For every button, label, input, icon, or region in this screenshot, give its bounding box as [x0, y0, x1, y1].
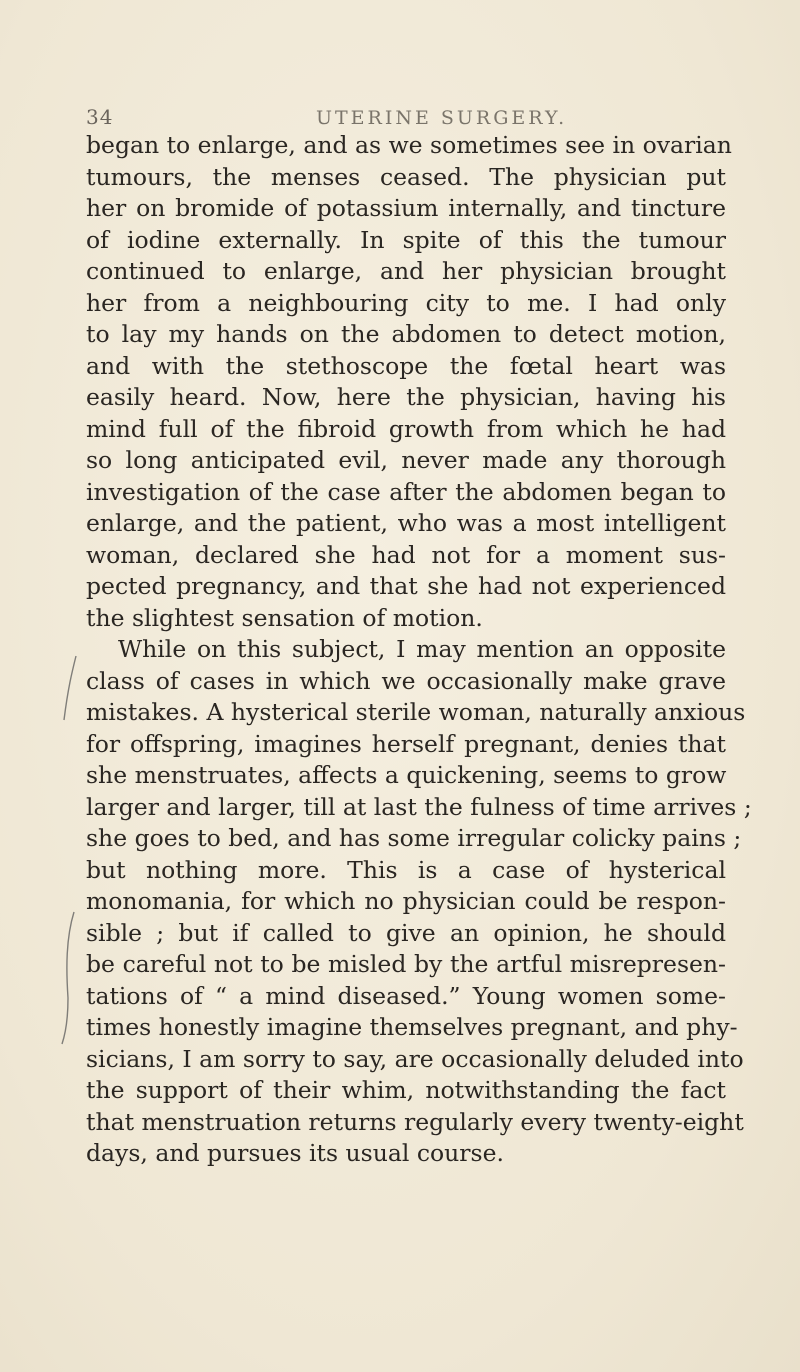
- text-line: began to enlarge, and as we sometimes see in ovarian: [86, 131, 732, 159]
- text-line: mind full of the fibroid growth from which he had: [86, 414, 726, 443]
- pencil-margin-mark-icon: [58, 652, 82, 724]
- text-line: mistakes. A hysterical sterile woman, naturally anxious: [86, 698, 746, 726]
- text-line: woman, declared she had not for a moment sus-: [86, 540, 726, 569]
- text-line: she menstruates, affects a quickening, seems to grow: [86, 761, 727, 789]
- text-line: class of cases in which we occasionally make grave: [86, 666, 726, 695]
- text-line: larger and larger, till at last the fulness of time arrives ;: [86, 792, 752, 821]
- pencil-margin-bracket-icon: [58, 908, 82, 1048]
- text-line: the slightest sensation of motion.: [86, 603, 483, 632]
- text-line: but nothing more. This is a case of hysterical: [86, 855, 726, 884]
- text-line: tumours, the menses ceased. The physician put: [86, 162, 726, 191]
- paragraph-first-line: While on this subject, I may mention an opposite: [118, 635, 726, 663]
- text-line: and with the stethoscope the fœtal heart was: [86, 351, 726, 380]
- text-line: times honestly imagine themselves pregnant, and phy-: [86, 1013, 738, 1041]
- text-line: days, and pursues its usual course.: [86, 1139, 504, 1167]
- text-line: be careful not to be misled by the artful misrepresen-: [86, 950, 726, 978]
- text-line: to lay my hands on the abdomen to detect motion,: [86, 320, 726, 348]
- text-line: her from a neighbouring city to me. I had only: [86, 288, 726, 317]
- text-line: so long anticipated evil, never made any thorough: [86, 446, 726, 474]
- text-line: sicians, I am sorry to say, are occasionally deluded into: [86, 1044, 744, 1073]
- text-line: the support of their whim, notwithstanding the fact: [86, 1076, 726, 1104]
- text-line: easily heard. Now, here the physician, having his: [86, 383, 726, 411]
- text-line: that menstruation returns regularly every twenty-eight: [86, 1107, 744, 1136]
- page-number: 34: [86, 105, 114, 129]
- text-line: investigation of the case after the abdomen began to: [86, 477, 726, 506]
- text-line: tations of “ a mind diseased.” Young women some-: [86, 981, 726, 1010]
- text-line: continued to enlarge, and her physician brought: [86, 257, 726, 285]
- body-text: [86, 130, 752, 1170]
- text-line: sible ; but if called to give an opinion, he should: [86, 918, 726, 947]
- running-head: UTERINE SURGERY.: [316, 107, 568, 129]
- text-line: pected pregnancy, and that she had not experienced: [86, 572, 726, 600]
- text-line: her on bromide of potassium internally, and tincture: [86, 194, 726, 222]
- text-line: she goes to bed, and has some irregular colicky pains ;: [86, 824, 742, 852]
- text-line: enlarge, and the patient, who was a most intelligent: [86, 509, 726, 537]
- text-line: monomania, for which no physician could be respon-: [86, 887, 726, 915]
- text-line: of iodine externally. In spite of this the tumour: [86, 225, 726, 254]
- text-line: for offspring, imagines herself pregnant, denies that: [86, 729, 726, 758]
